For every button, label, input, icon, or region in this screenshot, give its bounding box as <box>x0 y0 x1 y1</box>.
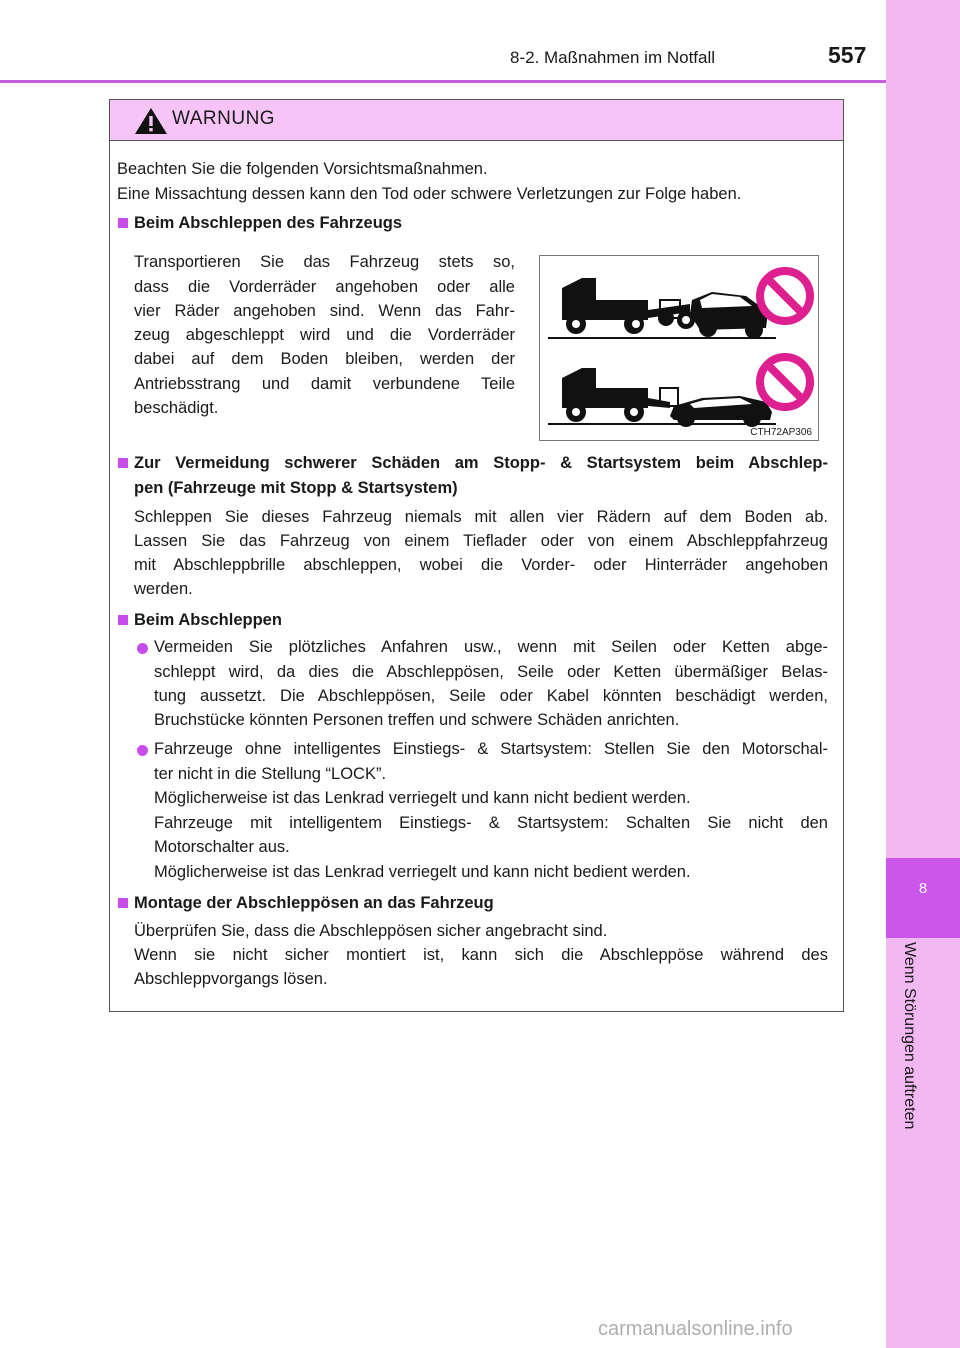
bullet-text-line: Vermeiden Sie plötzliches Anfahren usw., wenn mit Seilen oder Ketten abge- <box>154 638 828 656</box>
bullet-text-line: Fahrzeuge ohne intelligentes Einstiegs- & Startsystem: Stellen Sie den Motorschal- <box>154 740 828 758</box>
section-text-line: Transportieren Sie das Fahrzeug stets so, <box>134 253 515 271</box>
section-marker-square <box>118 458 128 468</box>
section-text-line: Wenn sie nicht sicher montiert ist, kann sich die Abschleppöse während des <box>134 946 828 964</box>
intro-line: Eine Missachtung dessen kann den Tod oder schwere Verletzungen zur Folge haben. <box>117 185 742 203</box>
section-text-line: vier Räder angehoben sind. Wenn das Fahr- <box>134 302 515 320</box>
figure-code: CTH72AP306 <box>750 427 812 438</box>
warning-triangle-icon <box>134 107 168 135</box>
header-divider <box>0 80 886 83</box>
tow-truck-figure <box>540 256 818 440</box>
bullet-text-line: schleppt wird, da dies die Abschleppösen, Seile oder Ketten übermäßiger Belas- <box>154 663 828 681</box>
section-text-line: Lassen Sie das Fahrzeug von einem Tieflader oder von einem Abschleppfahrzeug <box>134 532 828 550</box>
bullet-dot <box>137 745 148 756</box>
bullet-text-line: tung aussetzt. Die Abschleppösen, Seile oder Kabel könnten beschädigt werden, <box>154 687 828 705</box>
section-text-line: beschädigt. <box>134 399 219 417</box>
section-text-line: Antriebsstrang und damit verbundene Teile <box>134 375 515 393</box>
chapter-title: Wenn Störungen auftreten <box>901 942 918 1130</box>
section-text-line: werden. <box>134 580 193 598</box>
section-heading: Zur Vermeidung schwerer Schäden am Stopp- & Startsystem beim Abschlep- <box>134 454 828 472</box>
chapter-side-tab <box>886 0 960 1348</box>
section-marker-square <box>118 615 128 625</box>
bullet-text-line: Motorschalter aus. <box>154 838 290 856</box>
section-text-line: Schleppen Sie dieses Fahrzeug niemals mit allen vier Rädern auf dem Boden ab. <box>134 508 828 526</box>
intro-line: Beachten Sie die folgenden Vorsichtsmaßnahmen. <box>117 160 488 178</box>
section-heading: pen (Fahrzeuge mit Stopp & Startsystem) <box>134 479 458 497</box>
bullet-dot <box>137 643 148 654</box>
towing-illustration <box>539 255 819 441</box>
chapter-number: 8 <box>918 880 928 897</box>
chapter-number-box[interactable] <box>886 858 960 938</box>
bullet-text-line: Möglicherweise ist das Lenkrad verriegelt und kann nicht bedient werden. <box>154 789 691 807</box>
section-text-line: dabei auf dem Boden bleiben, werden der <box>134 350 515 368</box>
section-text-line: Abschleppvorgangs lösen. <box>134 970 328 988</box>
page-number: 557 <box>828 42 867 68</box>
section-marker-square <box>118 898 128 908</box>
section-heading: Beim Abschleppen <box>134 611 282 629</box>
section-marker-square <box>118 218 128 228</box>
section-heading: Beim Abschleppen des Fahrzeugs <box>134 214 403 232</box>
bullet-text-line: Möglicherweise ist das Lenkrad verriegelt und kann nicht bedient werden. <box>154 863 691 881</box>
warning-title: WARNUNG <box>172 108 276 129</box>
section-text-line: dass die Vorderräder angehoben oder alle <box>134 278 515 296</box>
bullet-text-line: ter nicht in die Stellung “LOCK”. <box>154 765 387 783</box>
section-text-line: zeug abgeschleppt wird und die Vorderräder <box>134 326 515 344</box>
warning-header <box>110 100 843 141</box>
watermark: carmanualsonline.info <box>598 1318 793 1340</box>
section-text-line: mit Abschleppbrille abschleppen, wobei die Vorder- oder Hinterräder angehoben <box>134 556 828 574</box>
section-title: 8-2. Maßnahmen im Notfall <box>510 48 716 67</box>
section-heading: Montage der Abschleppösen an das Fahrzeug <box>134 894 494 912</box>
bullet-text-line: Bruchstücke könnten Personen treffen und schwere Schäden anrichten. <box>154 711 680 729</box>
bullet-text-line: Fahrzeuge mit intelligentem Einstiegs- & Startsystem: Schalten Sie nicht den <box>154 814 828 832</box>
section-text-line: Überprüfen Sie, dass die Abschleppösen sicher angebracht sind. <box>134 922 608 940</box>
